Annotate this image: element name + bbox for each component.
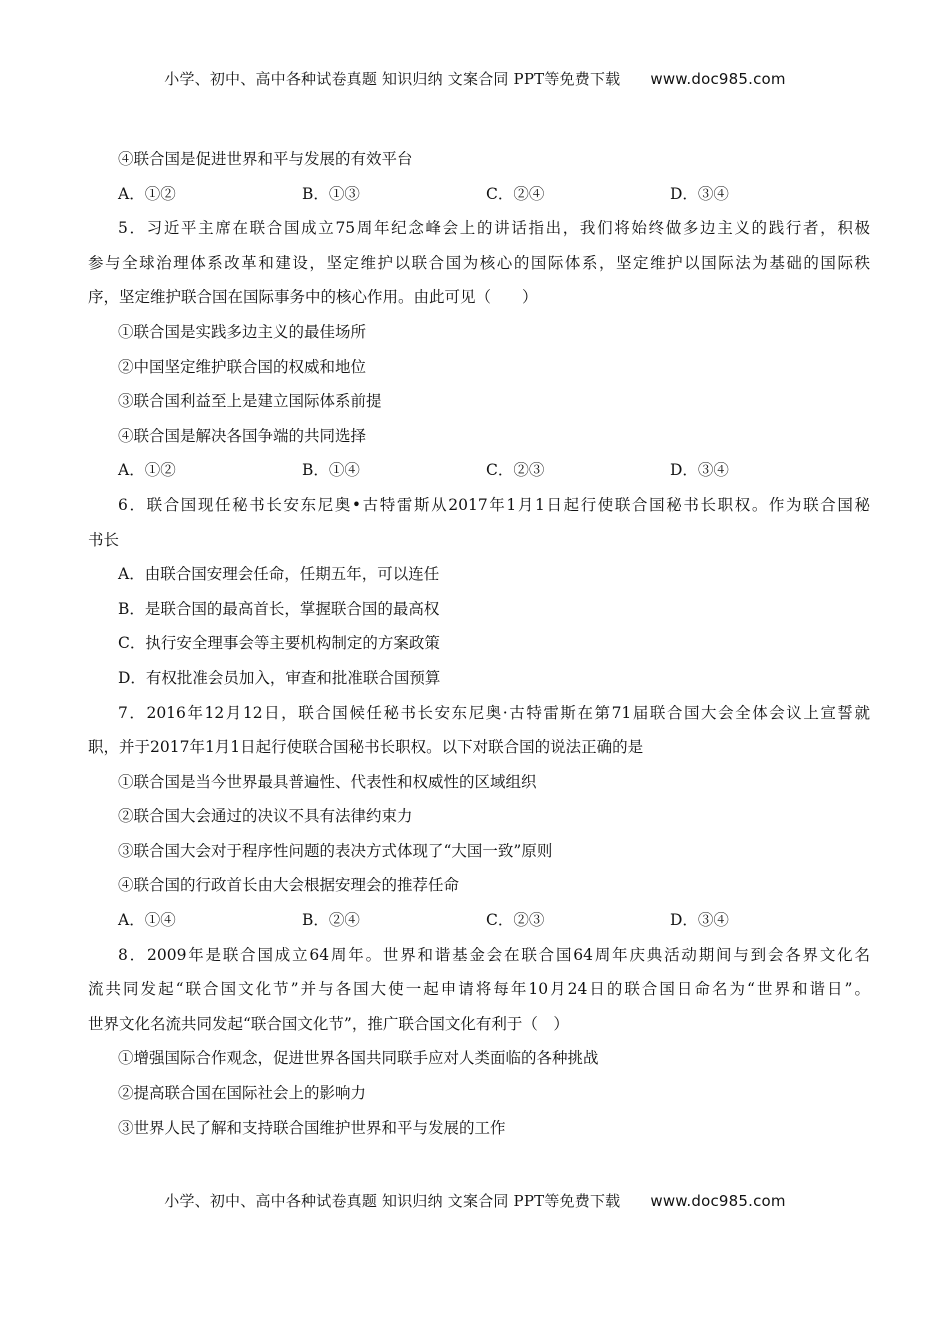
footer-text: 小学、初中、高中各种试卷真题 知识归纳 文案合同 PPT等免费下载: [164, 1192, 621, 1210]
q5-item-1: ①联合国是实践多边主义的最佳场所: [118, 322, 367, 341]
q7-option-b: B．②④: [302, 911, 360, 930]
q7-item-1: ①联合国是当今世界最具普遍性、代表性和权威性的区域组织: [118, 772, 537, 791]
q7-option-c: C．②③: [486, 911, 545, 930]
q7-item-3: ③联合国大会对于程序性问题的表决方式体现了“大国一致”原则: [118, 841, 553, 860]
q8-item-3: ③世界人民了解和支持联合国维护世界和平与发展的工作: [118, 1118, 506, 1137]
footer-site-link[interactable]: www.doc985.com: [650, 1192, 786, 1210]
q8-item-2: ②提高联合国在国际社会上的影响力: [118, 1084, 367, 1103]
q7-options: [88, 903, 870, 938]
q4-option-c: C．②④: [486, 184, 545, 203]
q7-stem-line-1: 7．2016年12月12日，联合国候任秘书长安东尼奥·古特雷斯在第71届联合国大会全体会议上宣誓就: [118, 703, 870, 722]
q4-options: [88, 177, 870, 212]
q6-stem-line-1: 6．联合国现任秘书长安东尼奥•古特雷斯从2017年1月1日起行使联合国秘书长职权。作为联合国秘: [118, 495, 870, 514]
q5-item-2: ②中国坚定维护联合国的权威和地位: [118, 357, 367, 376]
q5-option-a: A．①②: [118, 461, 176, 480]
header-site-link[interactable]: www.doc985.com: [650, 70, 786, 88]
q4-item-4: ④联合国是促进世界和平与发展的有效平台: [118, 150, 413, 168]
header-text: 小学、初中、高中各种试卷真题 知识归纳 文案合同 PPT等免费下载: [164, 70, 621, 88]
q8-stem-line-3: 世界文化名流共同发起“联合国文化节”，推广联合国文化有利于（ ）: [88, 1014, 569, 1033]
q6-choice-d: D．有权批准会员加入，审查和批准联合国预算: [118, 668, 441, 687]
q8-stem-line-1: 8．2009年是联合国成立64周年。世界和谐基金会在联合国64周年庆典活动期间与到会各界文化名: [118, 945, 870, 964]
q4-option-b: B．①③: [302, 184, 360, 203]
q7-option-a: A．①④: [118, 911, 176, 930]
q6-choice-b: B．是联合国的最高首长，掌握联合国的最高权: [118, 599, 440, 618]
page-header: [0, 68, 950, 89]
q4-option-d: D．③④: [670, 184, 729, 203]
q5-stem-line-1: 5．习近平主席在联合国成立75周年纪念峰会上的讲话指出，我们将始终做多边主义的践行者，积极: [118, 219, 870, 238]
q5-options: [88, 453, 870, 488]
q5-item-4: ④联合国是解决各国争端的共同选择: [118, 426, 367, 445]
q7-option-d: D．③④: [670, 911, 729, 930]
q6-stem-line-2: 书长: [88, 530, 120, 549]
q6-choice-a: A．由联合国安理会任命，任期五年，可以连任: [118, 565, 440, 584]
q5-stem-line-3: 序，坚定维护联合国在国际事务中的核心作用。由此可见（ ）: [88, 288, 538, 307]
q5-option-b: B．①④: [302, 461, 360, 480]
q5-stem-line-2: 参与全球治理体系改革和建设，坚定维护以联合国为核心的国际体系，坚定维护以国际法为基础的国际秩: [88, 253, 870, 272]
q6-choice-c: C．执行安全理事会等主要机构制定的方案政策: [118, 634, 440, 653]
document-body: [88, 142, 870, 1145]
q4-option-a: A．①②: [118, 184, 176, 203]
q7-stem-line-2: 职，并于2017年1月1日起行使联合国秘书长职权。以下对联合国的说法正确的是: [88, 738, 644, 757]
q5-option-d: D．③④: [670, 461, 729, 480]
q8-stem-line-2: 流共同发起“联合国文化节”并与各国大使一起申请将每年10月24日的联合国日命名为“世界和谐日”。: [88, 980, 870, 999]
q7-item-2: ②联合国大会通过的决议不具有法律约束力: [118, 807, 413, 826]
q8-item-1: ①增强国际合作观念，促进世界各国共同联手应对人类面临的各种挑战: [118, 1049, 599, 1068]
q5-option-c: C．②③: [486, 461, 545, 480]
q5-item-3: ③联合国利益至上是建立国际体系前提: [118, 392, 382, 411]
q7-item-4: ④联合国的行政首长由大会根据安理会的推荐任命: [118, 876, 460, 895]
page-footer: [0, 1190, 950, 1211]
